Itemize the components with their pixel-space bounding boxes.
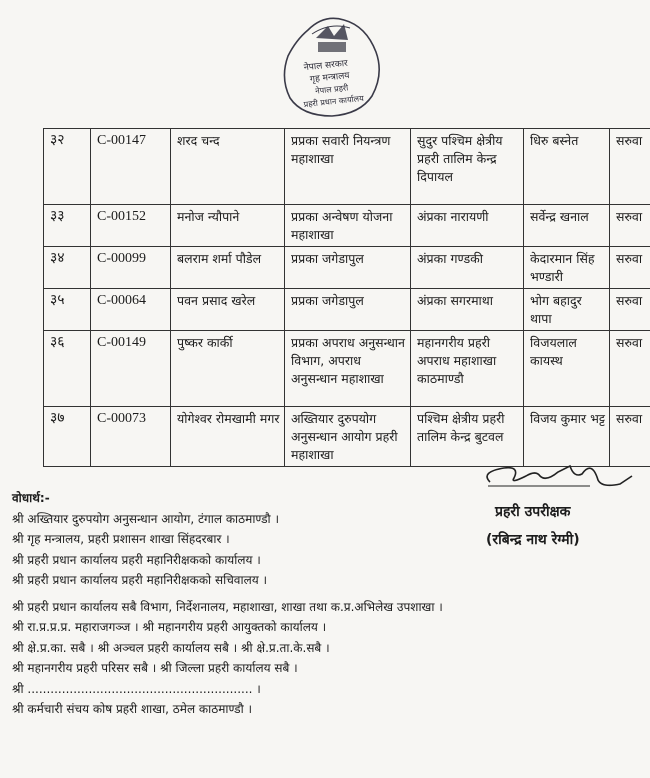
distribution-line: श्री अख्तियार दुरुपयोग अनुसन्धान आयोग, टंगाल काठमाण्डौ । [12,511,280,526]
remark-cell: सरुवा [610,289,650,331]
serial-cell: ३४ [44,247,91,289]
signature-scribble [470,454,640,494]
seal-line-1: नेपाल सरकार [303,58,349,74]
serial-cell: ३५ [44,289,91,331]
distribution-line: श्री प्रहरी प्रधान कार्यालय प्रहरी महानिरीक्षकको सचिवालय । [12,573,268,587]
from-office-cell: प्रप्रका जगेडापुल [285,247,411,289]
reviewer-cell: विजय कुमार भट्ट [524,407,610,467]
to-office-cell: महानगरीय प्रहरी अपराध महाशाखा काठमाण्डौ [411,331,524,407]
from-office-cell: प्रप्रका अन्वेषण योजना महाशाखा [285,205,411,247]
to-office-cell: अंप्रका गण्डकी [411,247,524,289]
from-office-cell: प्रप्रका जगेडापुल [285,289,411,331]
name-cell: शरद चन्द [171,129,285,205]
reviewer-cell: भोग बहादुर थापा [524,289,610,331]
to-office-cell: अंप्रका नारायणी [411,205,524,247]
table-row [44,129,650,205]
reviewer-cell: केदारमान सिंह भण्डारी [524,247,610,289]
code-cell: C-00073 [91,407,171,467]
from-office-cell: प्रप्रका अपराध अनुसन्धान विभाग, अपराध अनुसन्धान महाशाखा [285,331,411,407]
to-office-cell: पश्चिम क्षेत्रीय प्रहरी तालिम केन्द्र बुटवल [411,407,524,467]
from-office-cell: अख्तियार दुरुपयोग अनुसन्धान आयोग प्रहरी महाशाखा [285,407,411,467]
name-cell: पवन प्रसाद खरेल [171,289,285,331]
code-cell: C-00149 [91,331,171,407]
name-cell: पुष्कर कार्की [171,331,285,407]
to-office-cell: अंप्रका सगरमाथा [411,289,524,331]
serial-cell: ३३ [44,205,91,247]
remark-cell: सरुवा [610,247,650,289]
to-office-cell: सुदुर पश्चिम क्षेत्रीय प्रहरी तालिम केन्द्र दिपायल [411,129,524,205]
code-cell: C-00064 [91,289,171,331]
police-seal-stamp [268,12,392,122]
remark-cell: सरुवा [610,205,650,247]
table-row [44,331,650,407]
seal-line-2: गृह मन्त्रालय [309,70,351,86]
distribution-line: श्री महानगरीय प्रहरी परिसर सबै । श्री जिल्ला प्रहरी कार्यालय सबै । [12,661,298,675]
distribution-line: श्री क्षे.प्र.का. सबै । श्री अञ्चल प्रहरी कार्यालय सबै । श्री क्षे.प्र.ता.के.सबै । [12,640,330,655]
serial-cell: ३२ [44,129,91,205]
distribution-line: श्री रा.प्र.प्र.प्र. महाराजगञ्ज । श्री महानगरीय प्रहरी आयुक्तको कार्यालय । [12,620,327,634]
name-cell: मनोज न्यौपाने [171,205,285,247]
signatory-name: (रबिन्द्र नाथ रेग्मी) [486,532,580,548]
distribution-line: श्री गृह मन्त्रालय, प्रहरी प्रशासन शाखा सिंहदरबार । [12,532,230,546]
distribution-list [12,488,472,720]
serial-cell: ३६ [44,331,91,407]
reviewer-cell: विजयलाल कायस्थ [524,331,610,407]
code-cell: C-00099 [91,247,171,289]
remark-cell: सरुवा [610,331,650,407]
code-cell: C-00152 [91,205,171,247]
distribution-line: श्री प्रहरी प्रधान कार्यालय प्रहरी महानिरीक्षकको कार्यालय । [12,552,261,567]
seal-line-4: प्रहरी प्रधान कार्यालय [303,93,365,110]
distribution-line: श्री कर्मचारी संचय कोष प्रहरी शाखा, ठमेल काठमाण्डौ । [12,702,253,716]
table-row [44,289,650,331]
name-cell: योगेश्वर रोमखामी मगर [171,407,285,467]
table-row [44,205,650,247]
signatory-title: प्रहरी उपरीक्षक [495,504,571,520]
name-cell: बलराम शर्मा पौडेल [171,247,285,289]
remark-cell: सरुवा [610,407,650,467]
transfer-roster-table [43,128,650,467]
reviewer-cell: सर्वेन्द्र खनाल [524,205,610,247]
distribution-line: श्री ........................................................... । [12,681,261,696]
table-row [44,247,650,289]
remark-cell: सरुवा [610,129,650,205]
code-cell: C-00147 [91,129,171,205]
distribution-heading: वोधार्थ:- [12,491,50,505]
reviewer-cell: धिरु बस्नेत [524,129,610,205]
distribution-line: श्री प्रहरी प्रधान कार्यालय सबै विभाग, निर्देशनालय, महाशाखा, शाखा तथा क.प्र.अभिलेख उपशाखा । [12,599,443,614]
seal-line-3: नेपाल प्रहरी [314,83,349,96]
serial-cell: ३७ [44,407,91,467]
from-office-cell: प्रप्रका सवारी नियन्त्रण महाशाखा [285,129,411,205]
